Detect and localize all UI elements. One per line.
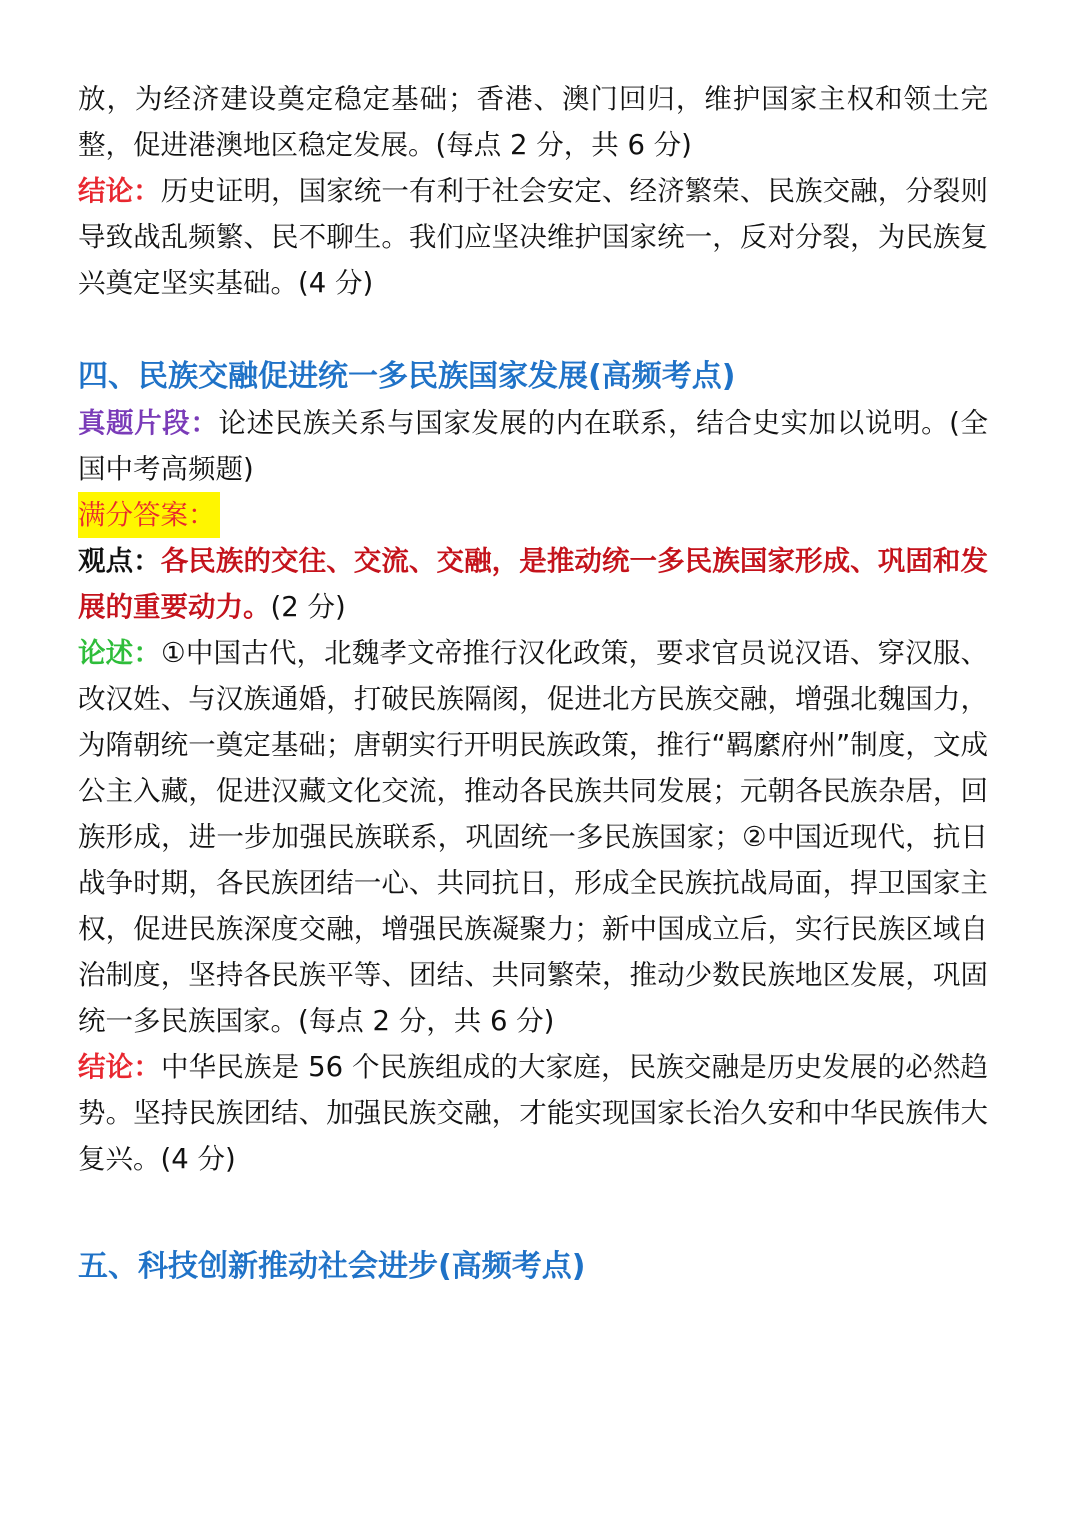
intro-paragraph — [78, 76, 988, 168]
viewpoint-paragraph — [78, 538, 988, 630]
conclusion-paragraph-2 — [78, 1044, 988, 1182]
question-paragraph — [78, 400, 988, 492]
section-4-heading: 四、民族交融促进统一多民族国家发展(高频考点) — [78, 359, 736, 394]
argument-text: ①中国古代，北魏孝文帝推行汉化政策，要求官员说汉语、穿汉服、改汉姓、与汉族通婚，打破民族隔阂，促进北方民族交融，增强北魏国力，为隋朝统一奠定基础；唐朝实行开明民族政策，推行“羁縻府州”制度，文成公主入藏，促进汉藏文化交流，推动各民族共同发展；元朝各民族杂居，回族形成，进一步加强民族联系，巩固统一多民族国家；②中国近现代，抗日战争时期，各民族团结一心、共同抗日，形成全民族抗战局面，捍卫国家主权，促进民族深度交融，增强民族凝聚力；新中国成立后，实行民族区域自治制度，坚持各民族平等、团结、共同繁荣，推动少数民族地区发展，巩固统一多民族国家。(每点 2 分，共 6 分) — [78, 637, 989, 1037]
argument-label: 论述： — [78, 637, 162, 669]
section-spacer-2 — [78, 1182, 988, 1244]
viewpoint-label-prefix — [78, 545, 161, 577]
conclusion-label-2: 结论： — [78, 1051, 161, 1083]
conclusion-label-1: 结论： — [78, 175, 161, 207]
argument-paragraph — [78, 630, 988, 1044]
conclusion-text-1: 历史证明，国家统一有利于社会安定、经济繁荣、民族交融，分裂则导致战乱频繁、民不聊生。我们应坚决维护国家统一，反对分裂，为民族复兴奠定坚实基础。(4 分) — [78, 175, 988, 299]
section-spacer-1 — [78, 306, 988, 354]
question-label: 真题片段： — [78, 407, 219, 439]
document-page — [78, 76, 988, 1290]
intro-text: 放，为经济建设奠定稳定基础；香港、澳门回归，维护国家主权和领土完整，促进港澳地区稳定发展。(每点 2 分，共 6 分) — [78, 83, 988, 161]
answer-label-paragraph — [78, 492, 988, 538]
answer-label: 满分答案： — [78, 492, 220, 538]
conclusion-paragraph-1 — [78, 168, 988, 306]
question-text: 论述民族关系与国家发展的内在联系，结合史实加以说明。(全国中考高频题) — [78, 407, 988, 485]
section-5-heading: 五、科技创新推动社会进步(高频考点) — [78, 1249, 586, 1284]
viewpoint-label: 观点： — [78, 545, 161, 577]
conclusion-text-2: 中华民族是 56 个民族组成的大家庭，民族交融是历史发展的必然趋势。坚持民族团结、加强民族交融，才能实现国家长治久安和中华民族伟大复兴。(4 分) — [78, 1051, 989, 1175]
viewpoint-text: 各民族的交往、交流、交融，是推动统一多民族国家形成、巩固和发展的重要动力。 — [78, 545, 988, 623]
viewpoint-score: (2 分) — [270, 591, 346, 623]
